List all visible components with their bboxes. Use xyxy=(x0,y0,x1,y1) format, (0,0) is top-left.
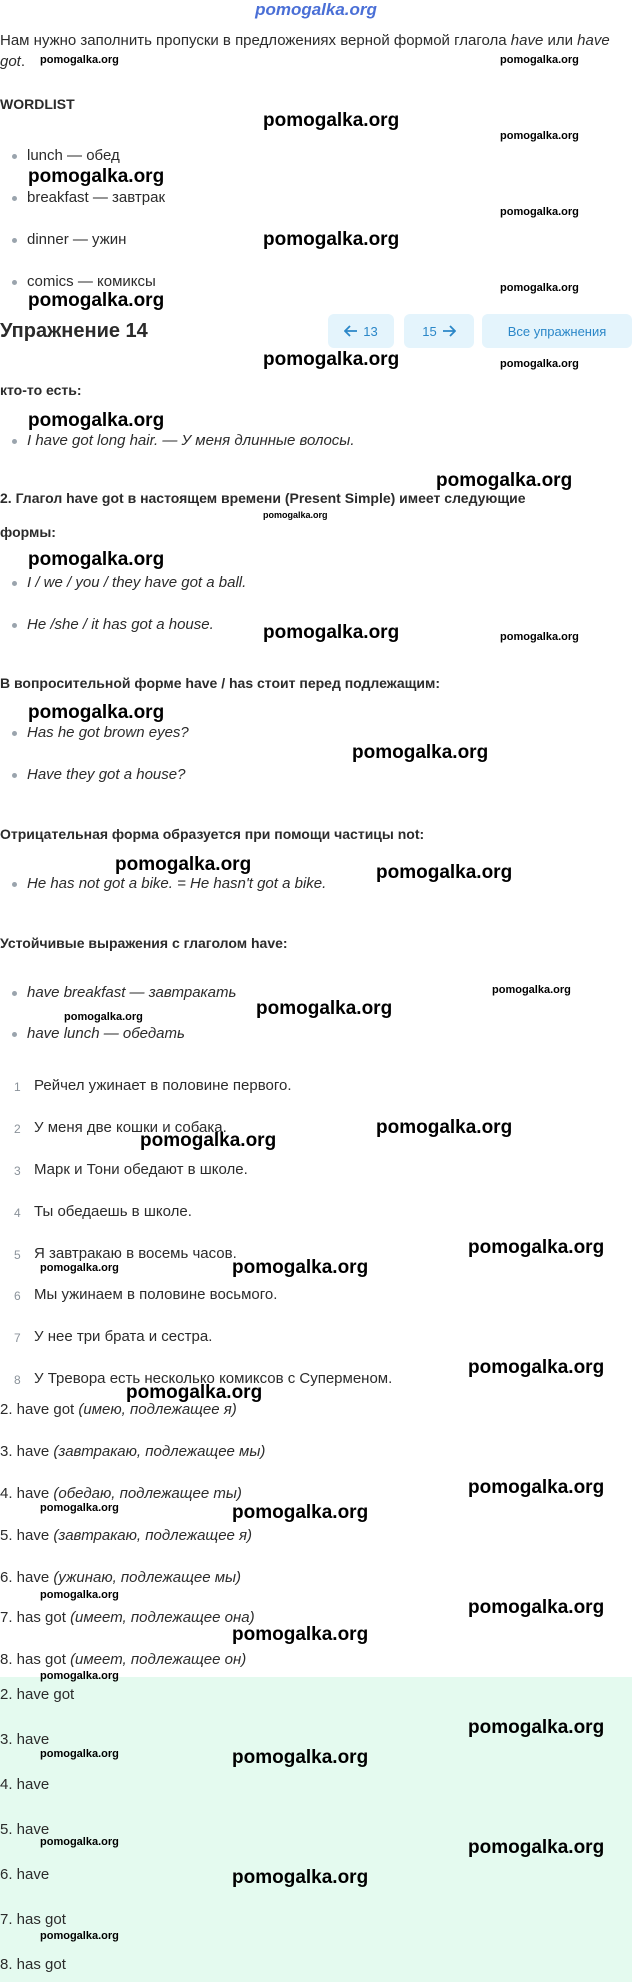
explanation-line: 3. have (завтракаю, подлежащее мы) xyxy=(0,1443,266,1460)
watermark: pomogalka.org xyxy=(40,1930,119,1942)
wordlist-item: dinner — ужин xyxy=(12,231,126,248)
wordlist-item: comics — комиксы xyxy=(12,273,156,290)
sentence-text: Рейчел ужинает в половине первого. xyxy=(34,1077,292,1094)
sentence-text: Марк и Тони обедают в школе. xyxy=(34,1161,248,1178)
sentence-text: Ты обедаешь в школе. xyxy=(34,1203,192,1220)
wordlist-item: breakfast — завтрак xyxy=(12,189,165,206)
watermark: pomogalka.org xyxy=(232,1257,369,1278)
sentence-number: 3 xyxy=(14,1164,21,1178)
sentence-number: 6 xyxy=(14,1289,21,1303)
watermark: pomogalka.org xyxy=(28,290,165,311)
example-item: have breakfast — завтракать xyxy=(12,984,236,1001)
bullet-icon xyxy=(12,991,17,996)
watermark: pomogalka.org xyxy=(468,1237,605,1258)
watermark: pomogalka.org xyxy=(232,1502,369,1523)
bullet-icon xyxy=(12,581,17,586)
answer-line: 4. have xyxy=(0,1776,50,1793)
sentence-number: 5 xyxy=(14,1248,21,1262)
sentence-number: 8 xyxy=(14,1373,21,1387)
bullet-icon xyxy=(12,154,17,159)
watermark: pomogalka.org xyxy=(436,470,573,491)
explanation-line: 5. have (завтракаю, подлежащее я) xyxy=(0,1527,253,1544)
watermark: pomogalka.org xyxy=(263,510,328,520)
explanation-line: 8. has got (имеет, подлежащее он) xyxy=(0,1651,247,1668)
prev-exercise-button[interactable]: 13 xyxy=(328,314,394,348)
watermark: pomogalka.org xyxy=(468,1357,605,1378)
explanation-line: 2. have got (имею, подлежащее я) xyxy=(0,1401,237,1418)
watermark: pomogalka.org xyxy=(468,1717,605,1738)
watermark: pomogalka.org xyxy=(500,358,579,370)
watermark: pomogalka.org xyxy=(28,410,165,431)
explanation-line: 4. have (обедаю, подлежащее ты) xyxy=(0,1485,242,1502)
watermark: pomogalka.org xyxy=(263,229,400,250)
arrow-left-icon xyxy=(344,325,358,337)
bullet-icon xyxy=(12,882,17,887)
bullet-icon xyxy=(12,623,17,628)
sentence-text: У нее три брата и сестра. xyxy=(34,1328,213,1345)
all-exercises-button[interactable]: Все упражнения xyxy=(482,314,632,348)
watermark: pomogalka.org xyxy=(232,1747,369,1768)
watermark: pomogalka.org xyxy=(28,702,165,723)
bullet-icon xyxy=(12,773,17,778)
answer-line: 2. have got xyxy=(0,1686,75,1703)
watermark: pomogalka.org xyxy=(40,1670,119,1682)
sentence-number: 7 xyxy=(14,1331,21,1345)
exercise-title: Упражнение 14 xyxy=(0,320,148,342)
site-logo[interactable]: pomogalka.org xyxy=(255,0,377,19)
sentence-number: 1 xyxy=(14,1080,21,1094)
intro-text: . xyxy=(20,53,26,70)
theory-line: 2. Глагол have got в настоящем времени (Present Simple) имеет следующие xyxy=(0,490,526,506)
example-item: I have got long hair. — У меня длинные волосы. xyxy=(12,432,355,449)
watermark: pomogalka.org xyxy=(40,1836,119,1848)
watermark: pomogalka.org xyxy=(352,742,489,763)
watermark: pomogalka.org xyxy=(115,854,252,875)
answer-line: 5. have xyxy=(0,1821,50,1838)
watermark: pomogalka.org xyxy=(468,1597,605,1618)
watermark: pomogalka.org xyxy=(376,862,513,883)
example-item: Have they got a house? xyxy=(12,766,185,783)
watermark: pomogalka.org xyxy=(263,110,400,131)
intro-have-got: have got xyxy=(0,32,610,70)
next-exercise-button[interactable]: 15 xyxy=(404,314,474,348)
bullet-icon xyxy=(12,280,17,285)
watermark: pomogalka.org xyxy=(500,631,579,643)
watermark: pomogalka.org xyxy=(492,984,571,996)
arrow-right-icon xyxy=(442,325,456,337)
watermark: pomogalka.org xyxy=(232,1867,369,1888)
sentence-text: Я завтракаю в восемь часов. xyxy=(34,1245,237,1262)
watermark: pomogalka.org xyxy=(500,206,579,218)
bullet-icon xyxy=(12,238,17,243)
watermark: pomogalka.org xyxy=(500,54,579,66)
example-item: I / we / you / they have got a ball. xyxy=(12,574,246,591)
wordlist-item: lunch — обед xyxy=(12,147,120,164)
sentence-text: У Тревора есть несколько комиксов с Суперменом. xyxy=(34,1370,393,1387)
watermark: pomogalka.org xyxy=(468,1837,605,1858)
intro-text: Нам нужно заполнить пропуски в предложениях верной формой глагола xyxy=(0,32,511,49)
sentence-number: 4 xyxy=(14,1206,21,1220)
answer-line: 7. has got xyxy=(0,1911,66,1928)
watermark: pomogalka.org xyxy=(40,1502,119,1514)
watermark: pomogalka.org xyxy=(40,54,119,66)
theory-line: Отрицательная форма образуется при помощи частицы not: xyxy=(0,826,425,842)
bullet-icon xyxy=(12,439,17,444)
bullet-icon xyxy=(12,196,17,201)
watermark: pomogalka.org xyxy=(468,1477,605,1498)
answer-line: 6. have xyxy=(0,1866,50,1883)
example-item: He has not got a bike. = He hasn't got a bike. xyxy=(12,875,326,892)
answer-line: 3. have xyxy=(0,1731,50,1748)
sentence-number: 2 xyxy=(14,1122,21,1136)
watermark: pomogalka.org xyxy=(263,349,400,370)
watermark: pomogalka.org xyxy=(40,1748,119,1760)
watermark: pomogalka.org xyxy=(126,1382,263,1403)
watermark: pomogalka.org xyxy=(28,166,165,187)
theory-line: формы: xyxy=(0,524,56,540)
watermark: pomogalka.org xyxy=(500,282,579,294)
bullet-icon xyxy=(12,731,17,736)
example-item: have lunch — обедать xyxy=(12,1025,185,1042)
watermark: pomogalka.org xyxy=(263,622,400,643)
watermark: pomogalka.org xyxy=(256,998,393,1019)
watermark: pomogalka.org xyxy=(40,1589,119,1601)
example-item: He /she / it has got a house. xyxy=(12,616,214,633)
theory-line: Устойчивые выражения с глаголом have: xyxy=(0,935,288,951)
sentence-text: У меня две кошки и собака. xyxy=(34,1119,227,1136)
wordlist-title: WORDLIST xyxy=(0,96,75,112)
explanation-line: 7. has got (имеет, подлежащее она) xyxy=(0,1609,255,1626)
watermark: pomogalka.org xyxy=(40,1262,119,1274)
example-item: Has he got brown eyes? xyxy=(12,724,189,741)
bullet-icon xyxy=(12,1032,17,1037)
intro-have: have xyxy=(510,32,544,49)
watermark: pomogalka.org xyxy=(140,1130,277,1151)
watermark: pomogalka.org xyxy=(64,1011,143,1023)
watermark: pomogalka.org xyxy=(28,549,165,570)
explanation-line: 6. have (ужинаю, подлежащее мы) xyxy=(0,1569,242,1586)
intro-text: или xyxy=(543,32,578,49)
theory-line: кто-то есть: xyxy=(0,382,82,398)
watermark: pomogalka.org xyxy=(500,130,579,142)
answer-line: 8. has got xyxy=(0,1956,66,1973)
sentence-text: Мы ужинаем в половине восьмого. xyxy=(34,1286,278,1303)
watermark: pomogalka.org xyxy=(232,1624,369,1645)
theory-line: В вопросительной форме have / has стоит перед подлежащим: xyxy=(0,675,441,691)
watermark: pomogalka.org xyxy=(376,1117,513,1138)
